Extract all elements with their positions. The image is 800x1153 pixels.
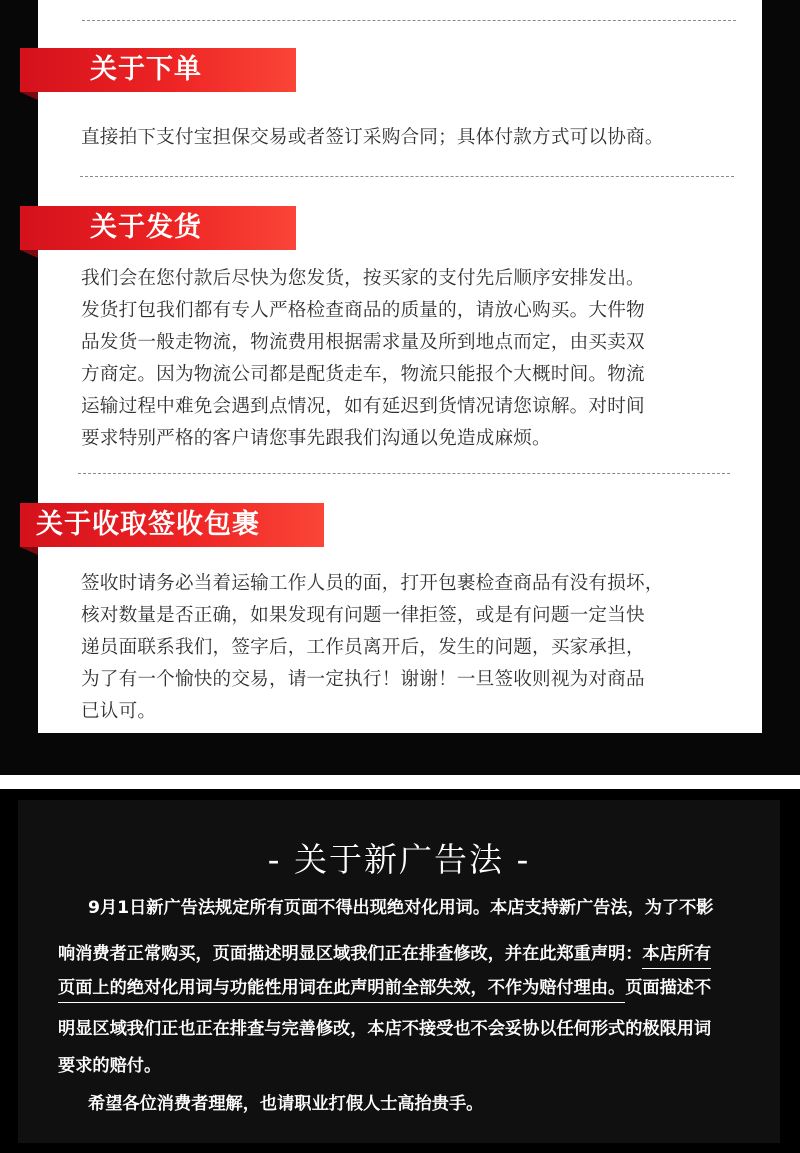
divider <box>78 473 730 474</box>
body-line: 品发货一般走物流，物流费用根据需求量及所到地点而定，由买卖双 <box>81 332 645 353</box>
section-title-ribbon <box>20 48 296 92</box>
body-line: 直接拍下支付宝担保交易或者签订采购合同；具体付款方式可以协商。 <box>81 127 664 148</box>
body-line: 为了有一个愉快的交易，请一定执行！谢谢！一旦签收则视为对商品 <box>81 669 645 690</box>
ad-law-underlined-text: 页面上的绝对化用词与功能性用词在此声明前全部失效，不作为赔付理由。 <box>58 973 625 1003</box>
ad-law-text: 页面描述不 <box>625 978 712 998</box>
section-title: 关于发货 <box>90 212 202 243</box>
section-title-ribbon <box>20 503 324 547</box>
body-line: 发货打包我们都有专人严格检查商品的质量的，请放心购买。大件物 <box>81 300 645 321</box>
ad-law-title: - 关于新广告法 - <box>267 840 531 879</box>
body-line: 要求特别严格的客户请您事先跟我们沟通以免造成麻烦。 <box>81 428 551 449</box>
ad-law-line <box>88 893 768 918</box>
ad-law-card <box>18 800 780 1143</box>
ad-law-panel <box>0 789 800 1153</box>
ad-law-text: 明显区域我们正也正在排查与完善修改，本店不接受也不会妥协以任何形式的极限用词 <box>58 1019 712 1039</box>
body-line: 核对数量是否正确，如果发现有问题一律拒签，或是有问题一定当快 <box>81 605 645 626</box>
body-line: 已认可。 <box>81 701 157 722</box>
body-line: 签收时请务必当着运输工作人员的面，打开包裹检查商品有没有损坏， <box>81 573 664 594</box>
ribbon-fold <box>20 250 38 258</box>
body-line: 运输过程中难免会遇到点情况，如有延迟到货情况请您谅解。对时间 <box>81 396 645 417</box>
section-body <box>81 122 751 154</box>
ad-law-line <box>58 1014 788 1039</box>
section-body <box>81 568 761 728</box>
ad-law-line <box>58 973 788 1003</box>
body-line: 递员面联系我们，签字后，工作员离开后，发生的问题，买家承担， <box>81 637 645 658</box>
section-title: 关于下单 <box>90 54 202 85</box>
ad-law-line <box>58 939 788 969</box>
body-line: 方商定。因为物流公司都是配货走车，物流只能报个大概时间。物流 <box>81 364 645 385</box>
section-separator <box>0 775 800 789</box>
ribbon-fold <box>20 92 38 100</box>
divider <box>80 176 734 177</box>
divider <box>82 20 736 21</box>
ad-law-text: 9月1日新广告法规定所有页面不得出现绝对化用词。本店支持新广告法，为了不影 <box>88 898 714 918</box>
ad-law-text: 响消费者正常购买，页面描述明显区域我们正在排查修改，并在此郑重声明： <box>58 944 643 964</box>
section-title: 关于收取签收包裹 <box>36 509 260 540</box>
body-line: 我们会在您付款后尽快为您发货，按买家的支付先后顺序安排发出。 <box>81 268 645 289</box>
ribbon-fold <box>20 547 38 555</box>
ad-law-underlined-text: 本店所有 <box>642 939 711 969</box>
ad-law-line <box>88 1089 800 1114</box>
section-body <box>81 263 751 455</box>
ad-law-line <box>58 1051 788 1076</box>
ad-law-text: 希望各位消费者理解，也请职业打假人士高抬贵手。 <box>88 1094 484 1114</box>
ad-law-text: 要求的赔付。 <box>58 1056 162 1076</box>
section-title-ribbon <box>20 206 296 250</box>
